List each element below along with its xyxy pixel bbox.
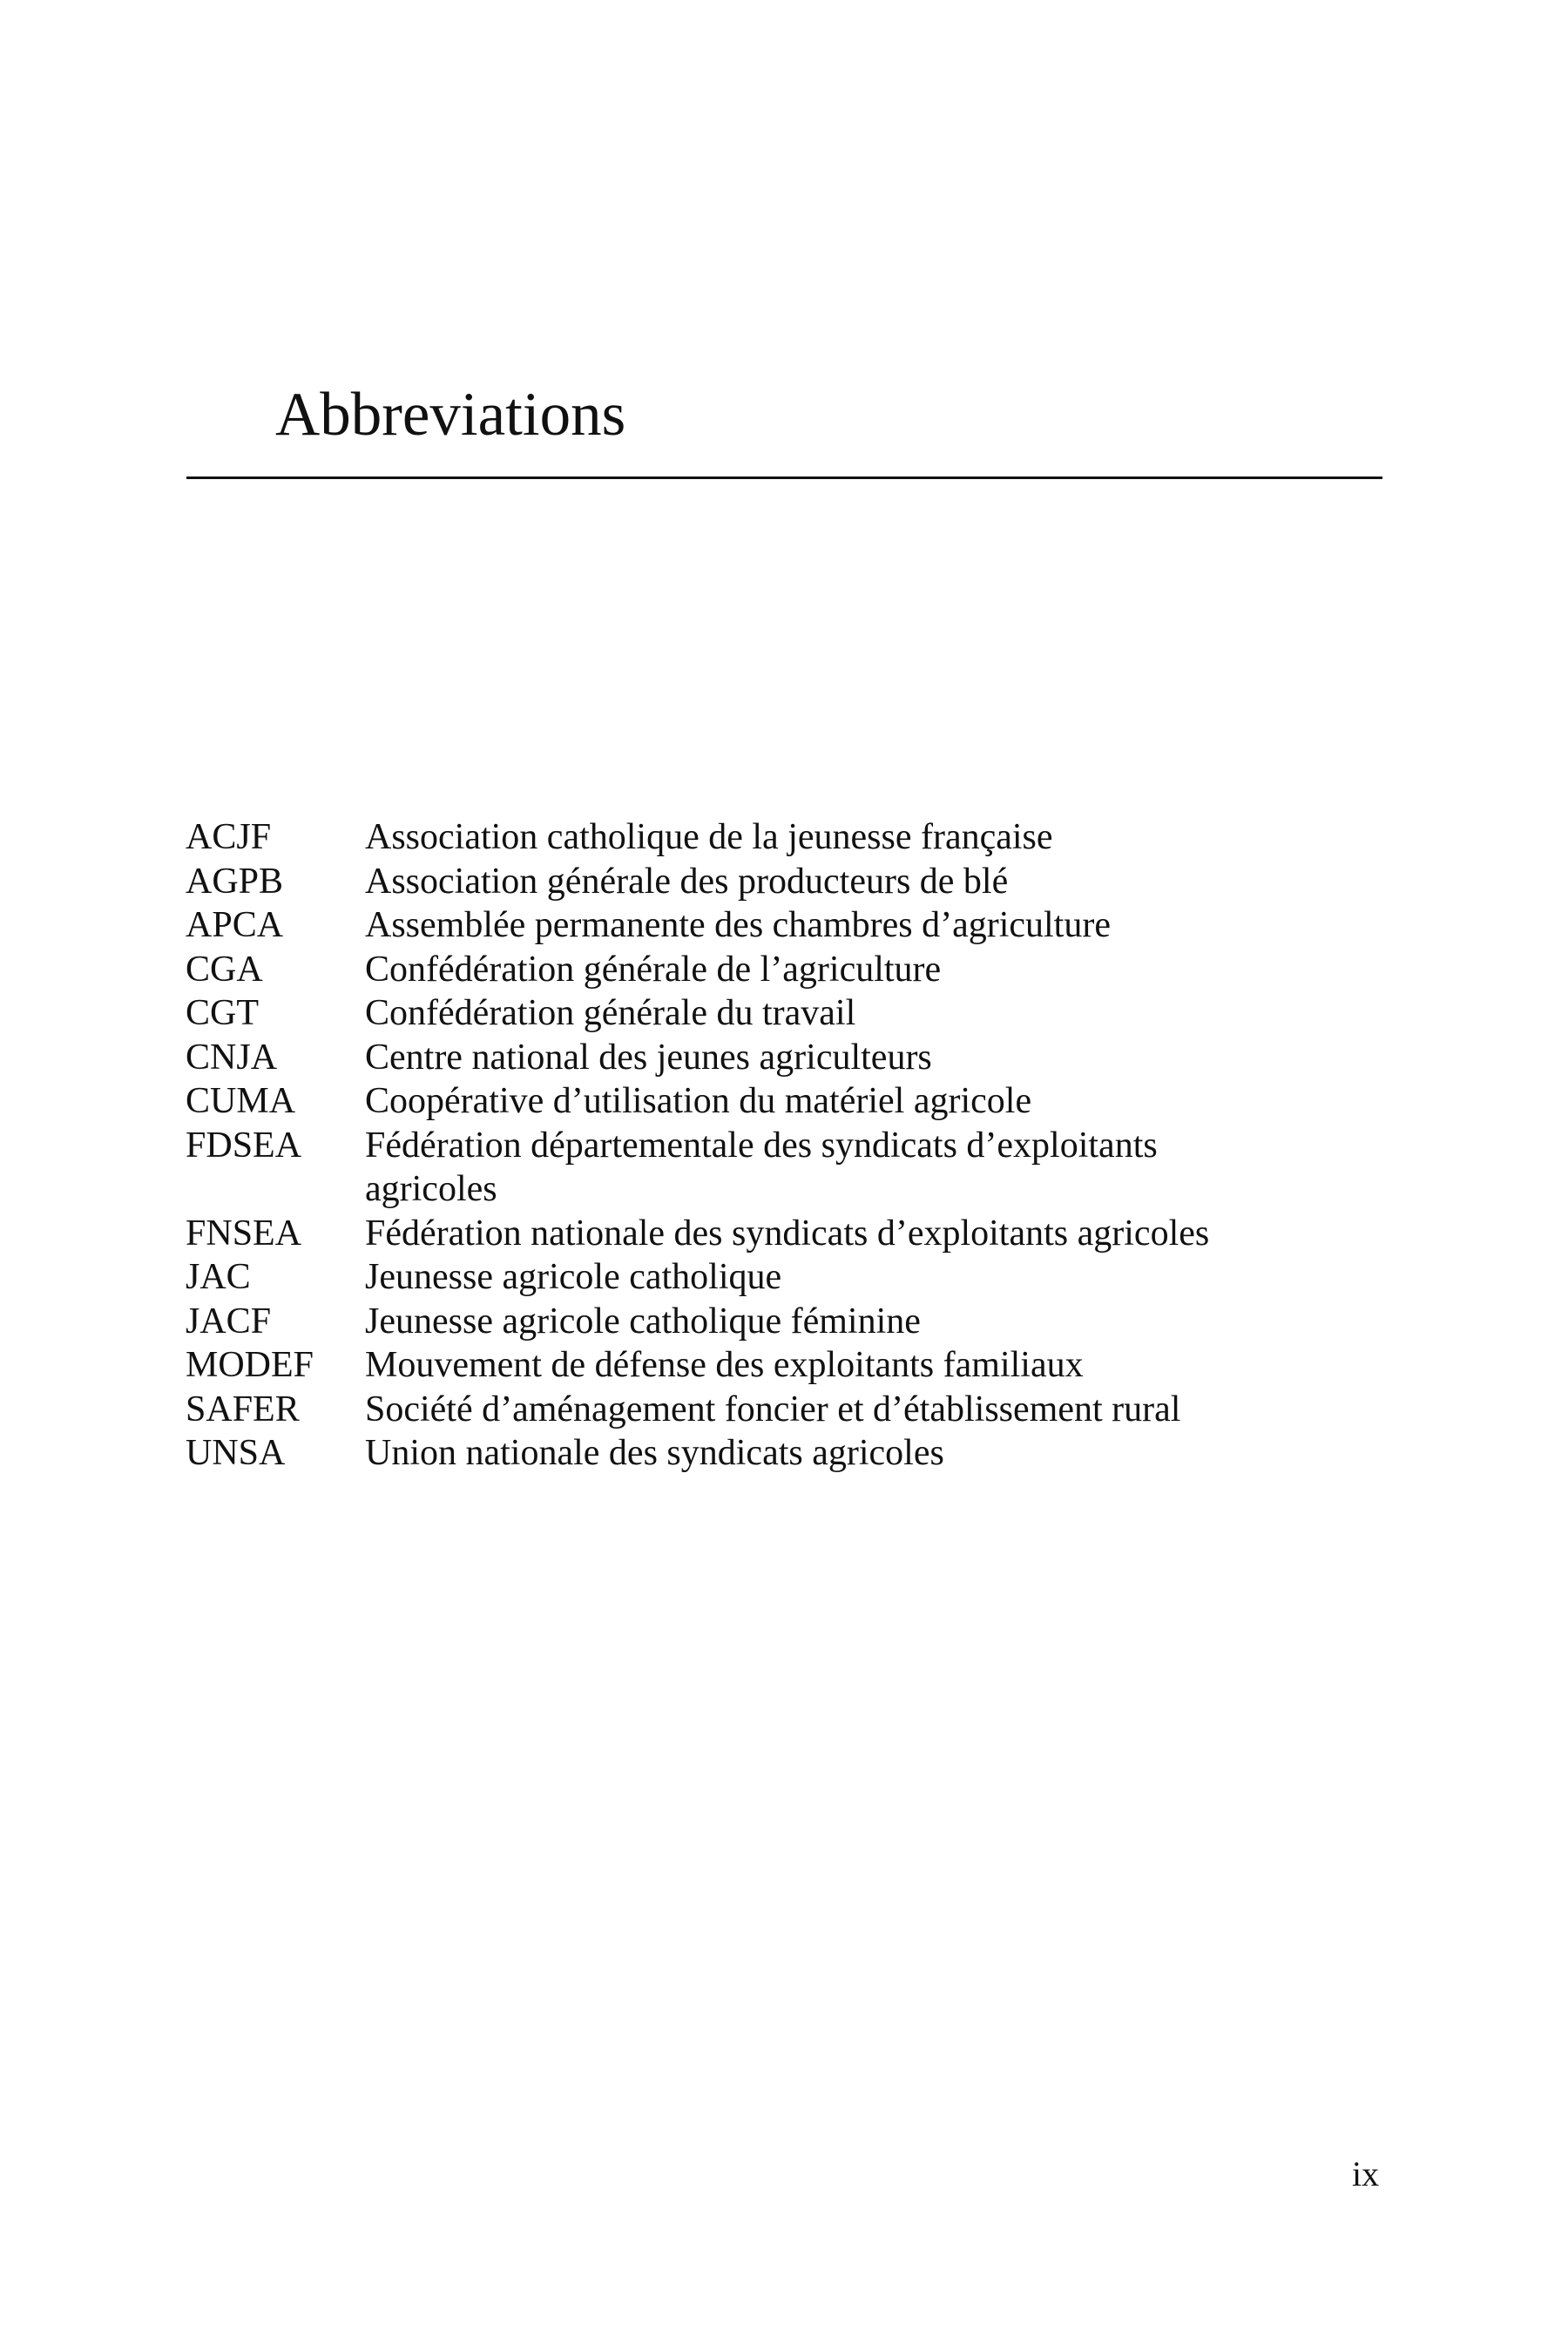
page-title: Abbreviations: [275, 381, 626, 449]
list-item: [186, 991, 1323, 1036]
list-item: [186, 1388, 1323, 1432]
abbreviation: CNJA: [186, 1037, 278, 1078]
list-item: [186, 815, 1323, 860]
list-item: [186, 860, 1323, 904]
page-number: ix: [1352, 2154, 1380, 2193]
abbreviation: CGT: [186, 993, 259, 1033]
abbreviation: JAC: [186, 1257, 251, 1297]
definition: Jeunesse agricole catholique: [365, 1257, 782, 1297]
abbreviation: CUMA: [186, 1081, 296, 1121]
abbreviation-list: [186, 815, 1323, 1476]
abbreviation: ACJF: [186, 817, 272, 857]
definition: Fédération nationale des syndicats d’exploitants agricoles: [365, 1213, 1210, 1254]
definition: Mouvement de défense des exploitants familiaux: [365, 1345, 1084, 1385]
definition: Jeunesse agricole catholique féminine: [365, 1301, 921, 1342]
abbreviation: SAFER: [186, 1389, 300, 1429]
list-item: [186, 1079, 1323, 1124]
list-item: [186, 903, 1323, 948]
list-item: [186, 1255, 1323, 1300]
list-item: [186, 1343, 1323, 1388]
list-item: [186, 1431, 1323, 1476]
list-item: [186, 948, 1323, 992]
list-item: [186, 1036, 1323, 1080]
abbreviation: FNSEA: [186, 1213, 302, 1254]
definition: Confédération générale de l’agriculture: [365, 949, 942, 990]
definition: Union nationale des syndicats agricoles: [365, 1433, 944, 1473]
definition: Centre national des jeunes agriculteurs: [365, 1037, 932, 1078]
abbreviation: CGA: [186, 949, 263, 990]
definition: Fédération départementale des syndicats d’exploitants agricoles: [365, 1125, 1158, 1209]
abbreviation: MODEF: [186, 1345, 314, 1385]
abbreviation: AGPB: [186, 861, 284, 902]
definition: Association générale des producteurs de blé: [365, 861, 1009, 902]
definition: Coopérative d’utilisation du matériel agricole: [365, 1081, 1032, 1121]
abbreviation: JACF: [186, 1301, 272, 1342]
list-item: [186, 1124, 1323, 1212]
title-rule: [186, 476, 1382, 479]
definition: Société d’aménagement foncier et d’établissement rural: [365, 1389, 1181, 1429]
definition: Confédération générale du travail: [365, 993, 856, 1033]
definition: Association catholique de la jeunesse française: [365, 817, 1053, 857]
list-item: [186, 1300, 1323, 1344]
abbreviation: APCA: [186, 905, 284, 945]
abbreviation: FDSEA: [186, 1125, 302, 1166]
definition: Assemblée permanente des chambres d’agriculture: [365, 905, 1111, 945]
list-item: [186, 1212, 1323, 1256]
abbreviation: UNSA: [186, 1433, 286, 1473]
